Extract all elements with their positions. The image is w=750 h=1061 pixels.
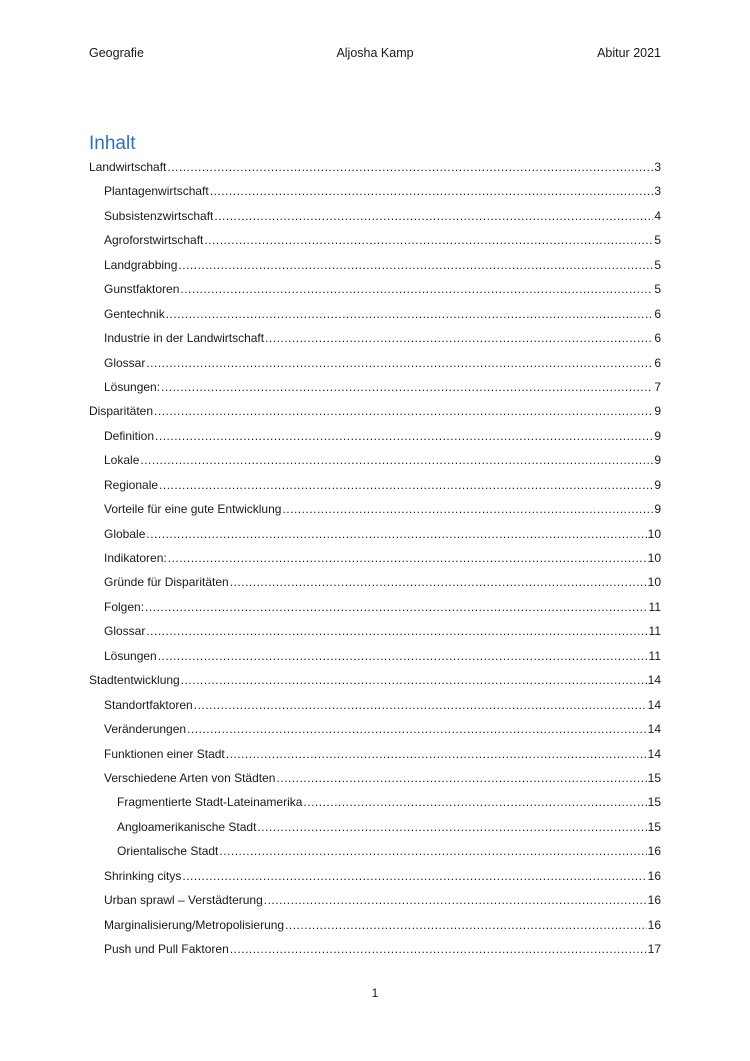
toc-entry xyxy=(89,205,661,229)
toc-link[interactable] xyxy=(104,747,661,761)
toc-entry-label: Push und Pull Faktoren xyxy=(104,942,229,956)
toc-entry-label: Regionale xyxy=(104,477,159,492)
toc-link[interactable] xyxy=(104,918,661,932)
toc-entry-label: Definition xyxy=(104,428,155,443)
toc-dot-leader xyxy=(257,820,646,834)
toc-entry-page: 11 xyxy=(648,624,661,639)
toc-entry-page: 16 xyxy=(647,893,661,908)
toc-entry xyxy=(89,400,661,424)
toc-entry-page: 15 xyxy=(647,770,661,785)
toc-entry-page: 5 xyxy=(654,233,661,248)
toc-entry-page: 6 xyxy=(654,306,661,321)
toc-link[interactable] xyxy=(117,820,661,834)
toc-dot-leader xyxy=(303,795,646,809)
toc-entry-page: 14 xyxy=(647,697,661,712)
toc-link[interactable] xyxy=(104,942,661,956)
toc-entry-page: 16 xyxy=(647,917,661,932)
toc-dot-leader xyxy=(158,649,648,663)
toc-entry-label: Disparitäten xyxy=(89,404,154,419)
toc-entry-page: 5 xyxy=(654,257,661,272)
toc-link[interactable] xyxy=(104,209,661,223)
toc-entry-page: 10 xyxy=(647,526,661,541)
toc-link[interactable] xyxy=(104,331,661,345)
toc-link[interactable] xyxy=(104,649,661,663)
toc-link[interactable] xyxy=(104,722,661,736)
header-exam: Abitur 2021 xyxy=(597,46,661,60)
toc-dot-leader xyxy=(265,331,653,345)
header-subject: Geografie xyxy=(89,46,144,60)
toc-entry-page: 10 xyxy=(647,575,661,590)
toc-entry-page: 3 xyxy=(654,184,661,199)
toc-dot-leader xyxy=(146,527,646,541)
toc-link[interactable] xyxy=(104,771,661,785)
toc-entry xyxy=(89,694,661,718)
toc-entry-label: Fragmentierte Stadt-Lateinamerika xyxy=(117,795,303,810)
toc-link[interactable] xyxy=(104,698,661,712)
toc-entry-label: Gründe für Disparitäten xyxy=(104,575,229,590)
toc-entry xyxy=(89,767,661,791)
toc-entry-page: 6 xyxy=(654,331,661,346)
toc-entry-label: Subsistenzwirtschaft xyxy=(104,208,214,223)
toc-link[interactable] xyxy=(104,380,661,394)
toc-dot-leader xyxy=(182,869,646,883)
toc-dot-leader xyxy=(140,453,653,467)
toc-entry-label: Agroforstwirtschaft xyxy=(104,233,204,248)
toc-link[interactable] xyxy=(104,624,661,638)
toc-entry-page: 14 xyxy=(647,722,661,737)
toc-entry xyxy=(89,645,661,669)
toc-entry-label: Lösungen xyxy=(104,648,157,663)
toc-entry-label: Globale xyxy=(104,526,146,541)
toc-link[interactable] xyxy=(104,869,661,883)
toc-entry xyxy=(89,523,661,547)
toc-dot-leader xyxy=(167,160,653,174)
toc-link[interactable] xyxy=(104,282,661,296)
toc-entry-label: Shrinking citys xyxy=(104,868,182,883)
toc-entry-page: 6 xyxy=(654,355,661,370)
header-author: Aljosha Kamp xyxy=(336,46,414,60)
toc-dot-leader xyxy=(159,478,653,492)
toc-entry xyxy=(89,229,661,253)
toc-entry-page: 14 xyxy=(647,746,661,761)
toc-entry xyxy=(89,718,661,742)
toc-entry xyxy=(89,889,661,913)
toc-entry xyxy=(89,865,661,889)
toc-entry-page: 15 xyxy=(647,819,661,834)
toc-dot-leader xyxy=(282,502,653,516)
toc-entry-label: Glossar xyxy=(104,624,146,639)
toc-link[interactable] xyxy=(104,527,661,541)
toc-entry xyxy=(89,669,661,693)
toc-dot-leader xyxy=(204,233,653,247)
toc-entry-label: Gunstfaktoren xyxy=(104,282,180,297)
toc-entry-label: Vorteile für eine gute Entwicklung xyxy=(104,502,282,517)
toc-entry-page: 15 xyxy=(647,795,661,810)
toc-entry-label: Stadtentwicklung xyxy=(89,673,180,688)
toc-entry xyxy=(89,303,661,327)
toc-entry-label: Lösungen: xyxy=(104,379,161,394)
toc-dot-leader xyxy=(230,942,647,956)
toc-link[interactable] xyxy=(117,795,661,809)
toc-entry-label: Angloamerikanische Stadt xyxy=(117,819,257,834)
toc-link[interactable] xyxy=(89,404,661,418)
toc-dot-leader xyxy=(146,624,647,638)
toc-link[interactable] xyxy=(104,551,661,565)
toc-entry-label: Funktionen einer Stadt xyxy=(104,746,225,761)
toc-link[interactable] xyxy=(104,356,661,370)
toc-entry-page: 10 xyxy=(647,551,661,565)
toc-entry xyxy=(89,327,661,351)
toc-dot-leader xyxy=(154,404,653,418)
toc-entry-label: Verschiedene Arten von Städten xyxy=(104,770,276,785)
toc-dot-leader xyxy=(264,893,647,907)
table-of-contents xyxy=(89,156,661,962)
toc-entry-label: Industrie in der Landwirtschaft xyxy=(104,331,265,346)
toc-entry-label: Orientalische Stadt xyxy=(117,844,219,859)
toc-entry-page: 9 xyxy=(654,428,661,443)
toc-entry-page: 3 xyxy=(654,160,661,174)
toc-entry-label: Indikatoren: xyxy=(104,551,167,565)
toc-link[interactable] xyxy=(104,429,661,443)
toc-entry xyxy=(89,352,661,376)
toc-entry xyxy=(89,180,661,204)
toc-link[interactable] xyxy=(104,478,661,492)
toc-entry-label: Plantagenwirtschaft xyxy=(104,184,209,199)
toc-entry-page: 11 xyxy=(648,648,661,663)
toc-dot-leader xyxy=(194,698,647,712)
toc-entry xyxy=(89,474,661,498)
toc-entry-page: 16 xyxy=(647,868,661,883)
toc-entry-page: 14 xyxy=(647,673,661,688)
toc-entry-page: 7 xyxy=(654,379,661,394)
toc-entry-page: 4 xyxy=(654,208,661,223)
page-header xyxy=(89,46,661,62)
toc-dot-leader xyxy=(210,184,654,198)
toc-dot-leader xyxy=(285,918,647,932)
toc-entry-page: 9 xyxy=(654,502,661,517)
toc-dot-leader xyxy=(166,307,654,321)
toc-entry-page: 11 xyxy=(648,599,661,614)
toc-entry xyxy=(89,914,661,938)
toc-link[interactable] xyxy=(104,184,661,198)
toc-link[interactable] xyxy=(89,160,661,174)
toc-entry xyxy=(89,791,661,815)
toc-dot-leader xyxy=(187,722,647,736)
toc-entry xyxy=(89,449,661,473)
toc-entry xyxy=(89,620,661,644)
toc-link[interactable] xyxy=(89,673,661,687)
toc-link[interactable] xyxy=(104,233,661,247)
toc-entry xyxy=(89,498,661,522)
toc-entry xyxy=(89,156,661,180)
toc-entry-page: 5 xyxy=(654,282,661,297)
toc-link[interactable] xyxy=(104,600,661,614)
toc-link[interactable] xyxy=(104,893,661,907)
toc-entry-page: 16 xyxy=(647,844,661,859)
toc-entry xyxy=(89,743,661,767)
toc-entry-page: 9 xyxy=(654,477,661,492)
toc-entry xyxy=(89,254,661,278)
toc-entry-label: Marginalisierung/Metropolisierung xyxy=(104,917,285,932)
toc-dot-leader xyxy=(155,429,653,443)
toc-link[interactable] xyxy=(104,453,661,467)
toc-dot-leader xyxy=(168,551,647,565)
toc-link[interactable] xyxy=(104,502,661,516)
toc-entry-label: Glossar xyxy=(104,355,146,370)
toc-dot-leader xyxy=(180,282,653,296)
toc-entry-label: Urban sprawl – Verstädterung xyxy=(104,893,263,908)
toc-entry xyxy=(89,547,661,571)
toc-entry xyxy=(89,278,661,302)
toc-entry xyxy=(89,840,661,864)
toc-link[interactable] xyxy=(117,844,661,858)
toc-entry-label: Veränderungen xyxy=(104,722,187,737)
toc-link[interactable] xyxy=(104,307,661,321)
toc-dot-leader xyxy=(146,356,653,370)
toc-link[interactable] xyxy=(104,258,661,272)
toc-entry xyxy=(89,816,661,840)
toc-dot-leader xyxy=(276,771,646,785)
toc-entry xyxy=(89,596,661,620)
toc-dot-leader xyxy=(219,844,646,858)
toc-dot-leader xyxy=(161,380,653,394)
toc-entry-label: Standortfaktoren xyxy=(104,697,193,712)
toc-entry-label: Lokale xyxy=(104,453,140,468)
toc-link[interactable] xyxy=(104,575,661,589)
toc-entry-label: Landgrabbing xyxy=(104,257,178,272)
toc-dot-leader xyxy=(178,258,653,272)
page-number: 1 xyxy=(371,986,379,1000)
toc-entry xyxy=(89,376,661,400)
toc-dot-leader xyxy=(230,575,647,589)
toc-dot-leader xyxy=(214,209,653,223)
toc-entry-label: Gentechnik xyxy=(104,306,165,321)
toc-dot-leader xyxy=(145,600,648,614)
toc-entry xyxy=(89,938,661,962)
toc-entry-label: Folgen: xyxy=(104,599,145,614)
toc-entry-page: 9 xyxy=(654,453,661,468)
toc-dot-leader xyxy=(226,747,647,761)
toc-entry xyxy=(89,425,661,449)
toc-entry-page: 17 xyxy=(647,942,661,956)
toc-entry-page: 9 xyxy=(654,404,661,419)
toc-title: Inhalt xyxy=(89,133,136,154)
toc-entry-label: Landwirtschaft xyxy=(89,160,167,174)
toc-dot-leader xyxy=(181,673,647,687)
toc-entry xyxy=(89,571,661,595)
